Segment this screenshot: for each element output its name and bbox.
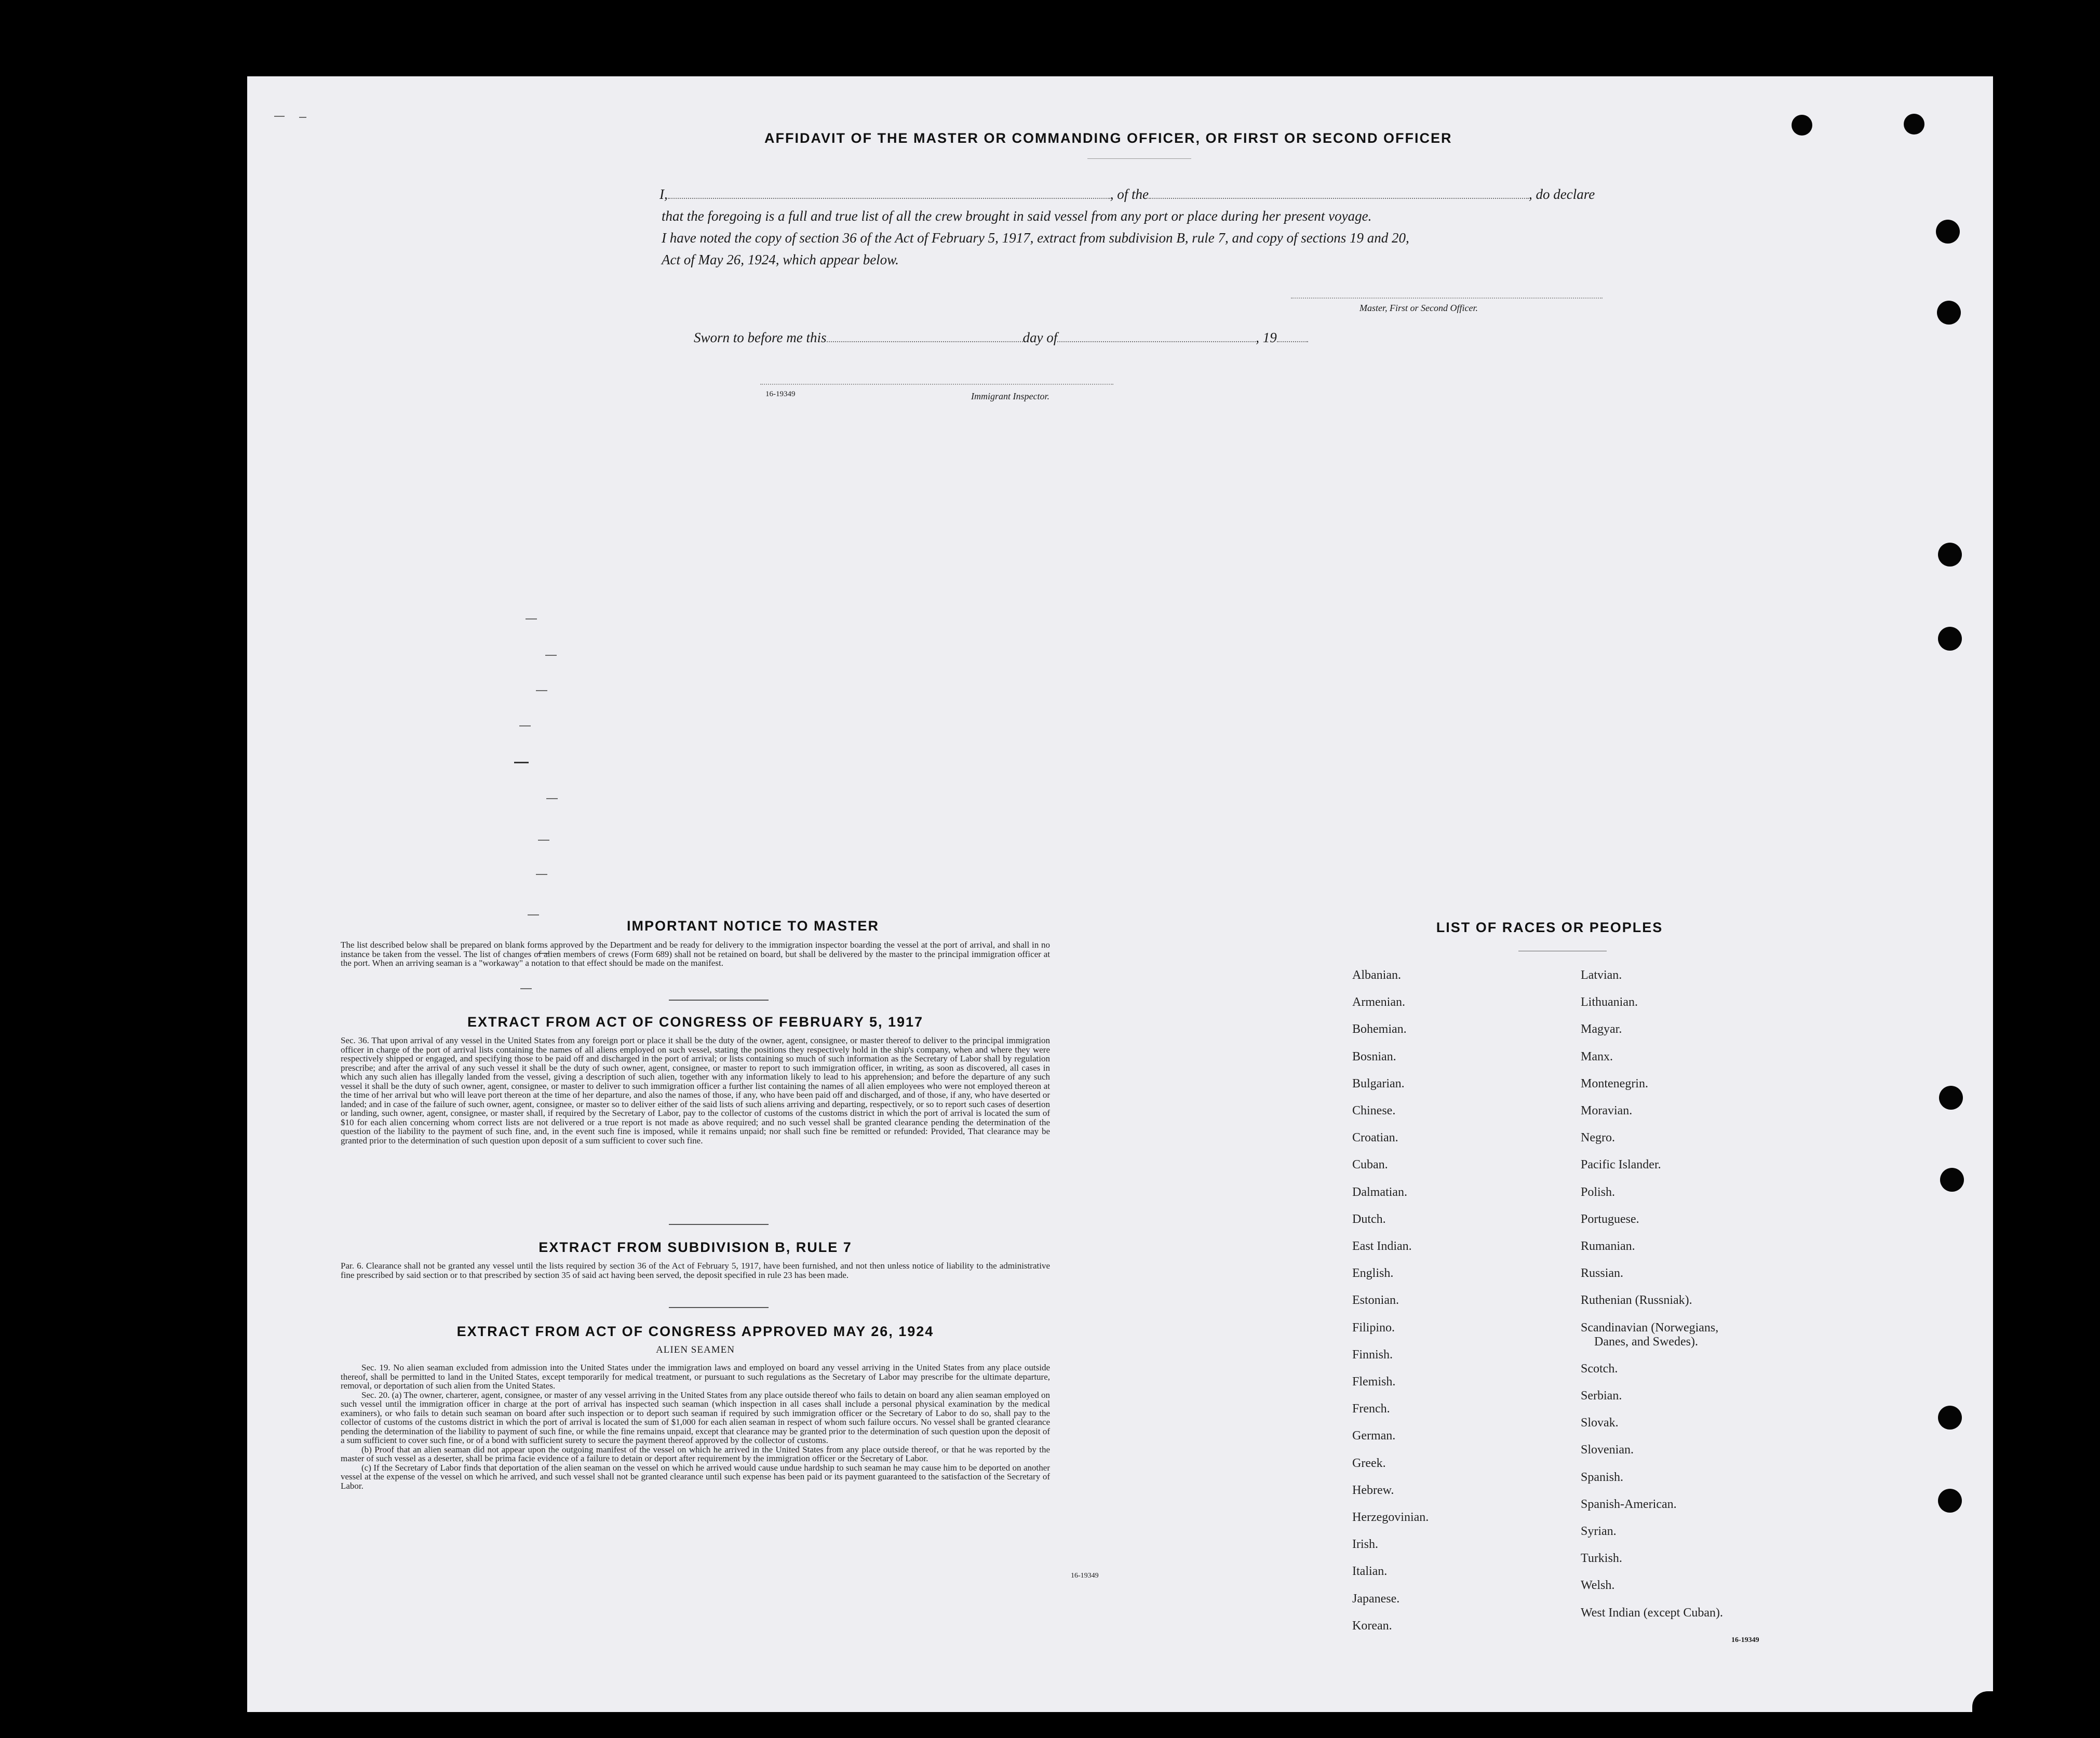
race-item: Greek. [1352, 1456, 1386, 1470]
affidavit-title: AFFIDAVIT OF THE MASTER OR COMMANDING OFFICER, OR FIRST OR SECOND OFFICER [764, 130, 1452, 146]
inspector-caption: Immigrant Inspector. [971, 391, 1049, 401]
punch-hole [1936, 220, 1960, 244]
punch-hole [1940, 1168, 1964, 1192]
race-item: Manx. [1581, 1049, 1613, 1063]
race-item: Welsh. [1581, 1579, 1615, 1593]
race-item: Moravian. [1581, 1104, 1633, 1117]
race-item: Japanese. [1352, 1592, 1400, 1606]
margin-mark [299, 117, 306, 118]
sworn-prefix: Sworn to before me this [694, 330, 827, 345]
extract-1924-title: EXTRACT FROM ACT OF CONGRESS APPROVED MAY 26, 1924 [456, 1324, 934, 1339]
punch-hole [1792, 115, 1812, 136]
race-item: Albanian. [1352, 968, 1401, 982]
declarant-prefix: I, [659, 186, 668, 202]
declarant-name-field [668, 198, 1110, 199]
title-underline [1087, 158, 1191, 159]
race-item: Polish. [1581, 1185, 1616, 1199]
race-item: Hebrew. [1352, 1483, 1394, 1497]
race-item: Bulgarian. [1352, 1076, 1405, 1090]
race-item: Finnish. [1352, 1348, 1393, 1362]
margin-mark [274, 116, 285, 117]
race-item: Rumanian. [1581, 1239, 1635, 1253]
race-item: Latvian. [1581, 968, 1622, 982]
punch-hole [1904, 114, 1924, 134]
race-item: Ruthenian (Russniak). [1581, 1294, 1692, 1308]
notice-divider [669, 1000, 769, 1001]
race-item: Cuban. [1352, 1158, 1388, 1172]
extract-1917-title: EXTRACT FROM ACT OF CONGRESS OF FEBRUARY 5, 1917 [467, 1014, 924, 1030]
sworn-line [694, 330, 1308, 346]
punch-hole [1938, 627, 1962, 651]
section-20b-text: (b) Proof that an alien seaman did not appear upon the outgoing manifest of the vessel on which he arrived in the United States from any place outside thereof, or that he was reported by the master of such vessel as a deserter, shall be prima facie evidence of a failure to detain or deport after requirement by the immigration officer or the Secretary of Labor. [341, 1444, 1050, 1463]
affidavit-line-1 [659, 186, 1595, 203]
race-item: Negro. [1581, 1131, 1615, 1145]
vessel-prefix: , of the [1110, 186, 1149, 202]
margin-mark [546, 798, 558, 799]
section-19-text: Sec. 19. No alien seaman excluded from admission into the United States under the immigration laws and employed on board any vessel arriving in the United States from any place outside thereof, shall be permitted to land in the United States, except temporarily for medical treatment, or pursuant to such regulations as the Secretary of Labor may prescribe for the ultimate departure, removal, or deportation of such alien from the United States. [341, 1363, 1050, 1391]
inspector-signature-line [760, 384, 1113, 385]
race-item: English. [1352, 1267, 1394, 1281]
race-item: Italian. [1352, 1565, 1388, 1579]
race-item: Slovak. [1581, 1416, 1619, 1430]
race-item: East Indian. [1352, 1239, 1412, 1253]
margin-mark [536, 690, 547, 691]
race-item: Portuguese. [1581, 1212, 1639, 1226]
rule7-divider [669, 1307, 769, 1308]
race-item: Slovenian. [1581, 1443, 1634, 1457]
race-item: Scandinavian (Norwegians, [1581, 1321, 1719, 1335]
section-20a-text: Sec. 20. (a) The owner, charterer, agent, consignee, or master of any vessel arriving in the United States from any place outside thereof who fails to detain on board any alien seaman employed on such vessel until the immigration officer in charge at the port of arrival has inspected such seaman (which inspection in all cases shall include a personal physical examination by the medical examiners), or who fails to detain such seaman on board after such inspection or to deport such seaman if required by such immigration officer or the Secretary of Labor to do so, shall pay to the collector of customs of the customs district in which the port of arrival is located the sum of $1,000 for each alien seaman in respect of whom such failure occurs. No vessel shall be granted clearance pending the determination of the liability to payment of such fine, or while the fine remains unpaid, except that clearance may be granted prior to the determination of such question upon the deposit of a sum sufficient to cover such fine, or of a bond with sufficient surety to secure the payment thereof approved by the collector of customs. [341, 1390, 1050, 1445]
race-item: Chinese. [1352, 1104, 1396, 1117]
margin-mark [536, 874, 547, 875]
race-item: Bosnian. [1352, 1049, 1396, 1063]
margin-mark [520, 988, 532, 989]
affidavit-form-number: 16-19349 [765, 390, 796, 398]
races-title: LIST OF RACES OR PEOPLES [1436, 920, 1663, 935]
race-item: French. [1352, 1402, 1390, 1416]
margin-mark [538, 840, 549, 841]
race-item: Flemish. [1352, 1375, 1396, 1389]
race-item: Scotch. [1581, 1362, 1618, 1376]
extract-1924-form-number: 16-19349 [1071, 1572, 1099, 1580]
punch-hole [1939, 1086, 1963, 1110]
race-item: Korean. [1352, 1619, 1392, 1633]
margin-mark [526, 618, 537, 619]
notice-text: The list described below shall be prepared on blank forms approved by the Department and be ready for delivery to the immigration inspector boarding the vessel at the port of arrival, and shall in no instance be taken from the vessel. The list of changes of alien members of crews (Form 689) shall not be retained on board, but shall be delivered by the master to the principal immigration officer at the port. When an arriving seaman is a "workaway" a notation to that effect should be made on the manifest. [341, 940, 1050, 968]
extract-1924-body [341, 1363, 1050, 1490]
extract-1917-text: Sec. 36. That upon arrival of any vessel in the United States from any foreign port or place it shall be the duty of the owner, agent, consignee, or master thereof to deliver to the principal immigration officer in charge of the port of arrival lists containing the names of all aliens employed on such vessel, stating the positions they respectively hold in the ship's company, when and where they were respectively shipped or engaged, and specifying those to be paid off and discharged in the port of arrival; or lists containing so much of such information as the Secretary of Labor shall by regulation prescribe; and after the arrival of any such vessel it shall be the duty of such owner, agent, consignee, or master to report to such immigration officer, in writing, as soon as discovered, all cases in which any such alien has illegally landed from the vessel, giving a description of such alien, together with any information likely to lead to his apprehension; and before the departure of any such vessel it shall be the duty of such owner, agent, consignee, or master to deliver to such immigration officer a further list containing the names of all alien employees who were not employed thereon at the time of her arrival but who will leave port thereon at the time of her departure, and also the names of those, if any, who have been paid off and discharged, and of those, if any, who have deserted or landed; and in case of the failure of such owner, agent, consignee, or master so to deliver either of the said lists of such aliens arriving and departing, respectively, or so to report such cases of desertion or landing, such owner, agent, consignee, or master shall, if required by the Secretary of Labor, pay to the collector of customs of the customs district in which the port of arrival is located the sum of $10 for each alien concerning whom correct lists are not delivered or a true report is not made as above required; and no such vessel shall be granted clearance pending the determination of the question of the liability to the payment of such fine, and, in the event such fine is imposed, while it remains unpaid; nor shall such fine be remitted or refunded: Provided, That clearance may be granted prior to the determination of such question upon deposit of a sum sufficient to cover such fine. [341, 1035, 1050, 1146]
section-20c-text: (c) If the Secretary of Labor finds that deportation of the alien seaman on the vessel on which he arrived would cause undue hardship to such seaman he may cause him to be deported on another vessel at the expense of the vessel on which he arrived, and such vessel shall not be granted clearance until such expense has been paid or its payment guaranteed to the satisfaction of the Secretary of Labor. [341, 1462, 1050, 1491]
margin-mark [545, 655, 557, 656]
rule7-text: Par. 6. Clearance shall not be granted any vessel until the lists required by section 36 of the Act of February 5, 1917, have been furnished, and not then unless notice of liability to the administrative fine prescribed by said section or to that prescribed by section 35 of said act having been served, the deposit specified in rule 23 has been made. [341, 1261, 1050, 1280]
sworn-month-field [1057, 341, 1256, 342]
margin-mark [514, 762, 529, 763]
race-item: Estonian. [1352, 1294, 1399, 1308]
race-item: West Indian (except Cuban). [1581, 1606, 1723, 1620]
rule7-title: EXTRACT FROM SUBDIVISION B, RULE 7 [539, 1239, 852, 1255]
race-item: Danes, and Swedes). [1594, 1335, 1698, 1349]
signature-caption: Master, First or Second Officer. [1359, 303, 1478, 313]
punch-hole [1937, 301, 1961, 325]
race-item: Armenian. [1352, 995, 1405, 1009]
race-item: Croatian. [1352, 1131, 1398, 1145]
races-form-number: 16-19349 [1731, 1636, 1759, 1644]
race-item: Spanish. [1581, 1470, 1624, 1484]
declare-suffix: , do declare [1529, 186, 1595, 202]
race-item: Spanish-American. [1581, 1497, 1677, 1511]
sworn-day-label: day of [1022, 330, 1058, 345]
punch-hole [1938, 1406, 1962, 1430]
sworn-date-field [827, 341, 1023, 342]
race-item: Dalmatian. [1352, 1185, 1407, 1199]
affidavit-line-4: Act of May 26, 1924, which appear below. [662, 252, 899, 267]
race-item: Herzegovinian. [1352, 1511, 1429, 1524]
race-item: Russian. [1581, 1267, 1624, 1281]
sworn-year-label: , 19 [1256, 330, 1277, 345]
document-page [247, 76, 1993, 1712]
notice-title: IMPORTANT NOTICE TO MASTER [627, 918, 879, 934]
punch-hole [1938, 1489, 1962, 1513]
race-item: Bohemian. [1352, 1022, 1407, 1036]
race-item: Turkish. [1581, 1552, 1622, 1566]
punch-hole [1938, 543, 1962, 567]
race-item: Magyar. [1581, 1022, 1622, 1036]
race-item: Syrian. [1581, 1525, 1617, 1538]
affidavit-line-2: that the foregoing is a full and true list of all the crew brought in said vessel from any port or place during her present voyage. [662, 208, 1372, 224]
signature-line [1291, 298, 1603, 299]
race-item: Pacific Islander. [1581, 1158, 1661, 1172]
vessel-name-field [1149, 198, 1529, 199]
race-item: Filipino. [1352, 1321, 1395, 1335]
race-item: Lithuanian. [1581, 995, 1638, 1009]
race-item: Irish. [1352, 1538, 1378, 1552]
sworn-year-field [1277, 341, 1308, 342]
race-item: German. [1352, 1429, 1396, 1443]
affidavit-line-3: I have noted the copy of section 36 of the Act of February 5, 1917, extract from subdivision B, rule 7, and copy of sections 19 and 20, [662, 230, 1409, 246]
race-item: Serbian. [1581, 1389, 1622, 1403]
race-item: Dutch. [1352, 1212, 1386, 1226]
alien-seamen-subtitle: ALIEN SEAMEN [656, 1344, 735, 1355]
margin-mark [528, 914, 539, 915]
race-item: Montenegrin. [1581, 1076, 1648, 1090]
torn-corner [1972, 1691, 1993, 1712]
extract-1917-divider [669, 1224, 769, 1225]
margin-mark [519, 725, 531, 726]
